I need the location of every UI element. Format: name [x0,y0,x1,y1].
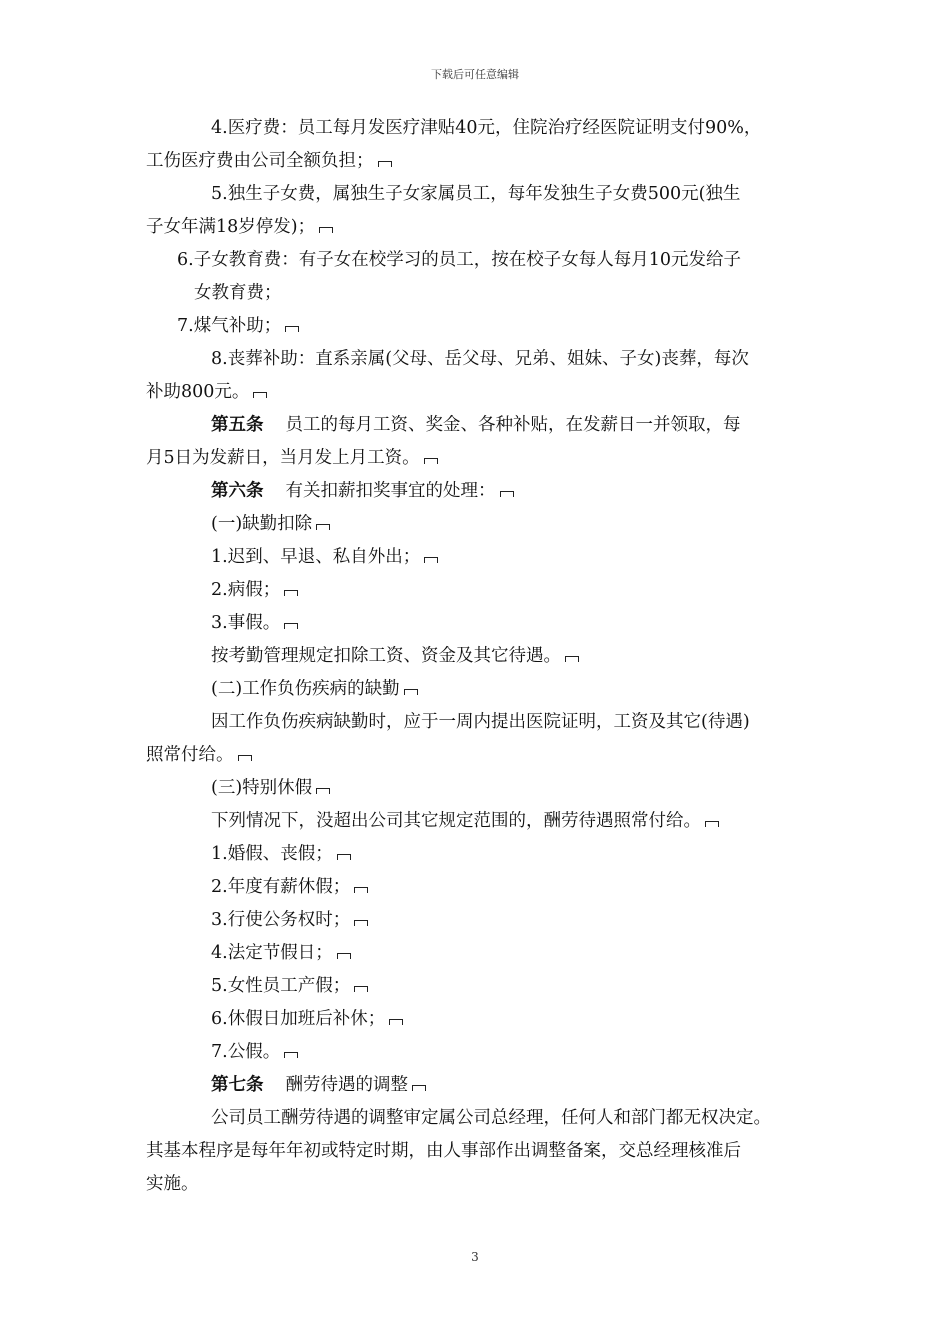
text-line: 子女年满18岁停发)； [146,216,333,238]
text-line: 7.煤气补助； [177,315,299,337]
text-line: (一)缺勤扣除 [211,513,330,535]
page-header: 下载后可任意编辑 [431,68,519,81]
article-label: 第六条 [211,481,264,501]
text-line: (三)特别休假 [211,777,330,799]
text-line: 补助800元。 [146,381,267,403]
paragraph-mark-icon [404,689,418,695]
text-line: 月5日为发薪日，当月发上月工资。 [146,447,438,469]
paragraph-mark-icon [253,392,267,398]
paragraph-mark-icon [412,1085,426,1091]
article-label: 第七条 [211,1075,264,1095]
paragraph-mark-icon [424,458,438,464]
text-line: 2.病假； [211,579,298,601]
text-line: 女教育费； [194,283,282,303]
text-line: 因工作负伤疾病缺勤时，应于一周内提出医院证明，工资及其它(待遇) [211,712,750,732]
paragraph-mark-icon [378,161,392,167]
paragraph-mark-icon [354,920,368,926]
text-line: 其基本程序是每年年初或特定时期，由人事部作出调整备案，交总经理核准后 [146,1141,741,1161]
text-line: 4.法定节假日； [211,942,351,964]
text-line: 6.子女教育费：有子女在校学习的员工，按在校子女每人每月10元发给子 [177,250,741,270]
paragraph-mark-icon [316,788,330,794]
text-line: 8.丧葬补助：直系亲属(父母、岳父母、兄弟、姐妹、子女)丧葬，每次 [211,349,749,369]
article-heading-line: 第七条 酬劳待遇的调整 [211,1074,426,1096]
paragraph-mark-icon [319,227,333,233]
paragraph-mark-icon [316,524,330,530]
paragraph-mark-icon [337,953,351,959]
text-line: 3.事假。 [211,612,298,634]
paragraph-mark-icon [284,1052,298,1058]
article-label: 第五条 [211,415,264,435]
text-line: 7.公假。 [211,1041,298,1063]
article-heading-line: 第五条 员工的每月工资、奖金、各种补贴，在发薪日一并领取，每 [211,415,741,435]
paragraph-mark-icon [337,854,351,860]
text-line: 5.女性员工产假； [211,975,368,997]
text-line: 公司员工酬劳待遇的调整审定属公司总经理，任何人和部门都无权决定。 [211,1108,771,1128]
paragraph-mark-icon [424,557,438,563]
paragraph-mark-icon [565,656,579,662]
text-line: 3.行使公务权时； [211,909,368,931]
text-line: 下列情况下，没超出公司其它规定范围的，酬劳待遇照常付给。 [211,810,719,832]
text-line: 4.医疗费：员工每月发医疗津贴40元，住院治疗经医院证明支付90%， [211,118,762,138]
article-heading-line: 第六条 有关扣薪扣奖事宜的处理： [211,480,514,502]
text-line: 2.年度有薪休假； [211,876,368,898]
page-number: 3 [471,1250,479,1264]
text-line: 1.迟到、早退、私自外出； [211,546,438,568]
paragraph-mark-icon [500,491,514,497]
text-line: 6.休假日加班后补休； [211,1008,403,1030]
paragraph-mark-icon [354,887,368,893]
paragraph-mark-icon [389,1019,403,1025]
text-line: 5.独生子女费，属独生子女家属员工，每年发独生子女费500元(独生 [211,184,741,204]
paragraph-mark-icon [238,755,252,761]
paragraph-mark-icon [285,326,299,332]
text-line: 工伤医疗费由公司全额负担； [146,150,392,172]
paragraph-mark-icon [284,590,298,596]
text-line: 实施。 [146,1174,199,1194]
text-line: (二)工作负伤疾病的缺勤 [211,678,418,700]
paragraph-mark-icon [705,821,719,827]
paragraph-mark-icon [284,623,298,629]
text-line: 1.婚假、丧假； [211,843,351,865]
text-line: 按考勤管理规定扣除工资、资金及其它待遇。 [211,645,579,667]
text-line: 照常付给。 [146,744,252,766]
paragraph-mark-icon [354,986,368,992]
